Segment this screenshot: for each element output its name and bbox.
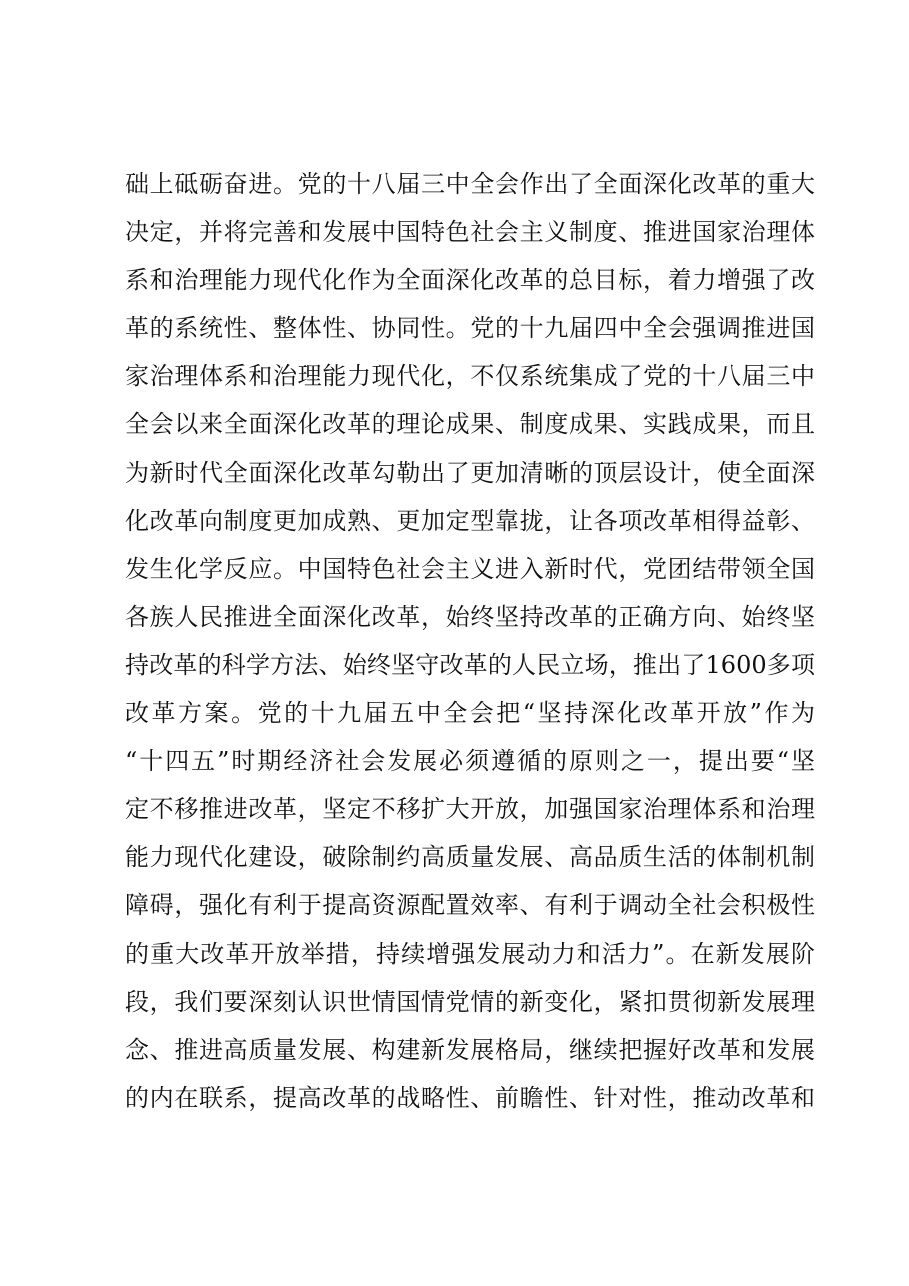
text-line-13: “十四五”时期经济社会发展必须遵循的原则之一，提出要“坚 (125, 747, 815, 776)
text-line-14: 定不移推进改革，坚定不移扩大开放，加强国家治理体系和治理 (125, 795, 815, 824)
text-line-10: 各族人民推进全面深化改革，始终坚持改革的正确方向、始终坚 (125, 602, 815, 631)
text-line-6: 全会以来全面深化改革的理论成果、制度成果、实践成果，而且 (125, 410, 815, 439)
text-line-12: 改革方案。党的十九届五中全会把“坚持深化改革开放”作为 (125, 699, 815, 728)
text-line-3: 系和治理能力现代化作为全面深化改革的总目标，着力增强了改 (125, 266, 815, 295)
text-line-19: 念、推进高质量发展、构建新发展格局，继续把握好改革和发展 (125, 1035, 815, 1064)
text-line-9: 发生化学反应。中国特色社会主义进入新时代，党团结带领全国 (125, 554, 815, 583)
text-line-5: 家治理体系和治理能力现代化，不仅系统集成了党的十八届三中 (125, 362, 815, 391)
text-line-15: 能力现代化建设，破除制约高质量发展、高品质生活的体制机制 (125, 843, 815, 872)
text-line-1: 础上砥砺奋进。党的十八届三中全会作出了全面深化改革的重大 (125, 170, 815, 198)
body-paragraph (125, 160, 815, 1122)
text-line-17: 的重大改革开放举措，持续增强发展动力和活力”。在新发展阶 (125, 939, 815, 968)
text-line-20: 的内在联系，提高改革的战略性、前瞻性、针对性，推动改革和 (125, 1083, 815, 1112)
text-line-4: 革的系统性、整体性、协同性。党的十九届四中全会强调推进国 (125, 314, 815, 343)
text-line-8: 化改革向制度更加成熟、更加定型靠拢，让各项改革相得益彰、 (125, 506, 815, 535)
text-line-11: 持改革的科学方法、始终坚守改革的人民立场，推出了1600多项 (125, 650, 815, 679)
text-line-16: 障碍，强化有利于提高资源配置效率、有利于调动全社会积极性 (125, 891, 815, 920)
text-line-18: 段，我们要深刻认识世情国情党情的新变化，紧扣贯彻新发展理 (125, 987, 815, 1016)
text-line-7: 为新时代全面深化改革勾勒出了更加清晰的顶层设计，使全面深 (125, 458, 815, 487)
text-line-2: 决定，并将完善和发展中国特色社会主义制度、推进国家治理体 (125, 218, 815, 247)
